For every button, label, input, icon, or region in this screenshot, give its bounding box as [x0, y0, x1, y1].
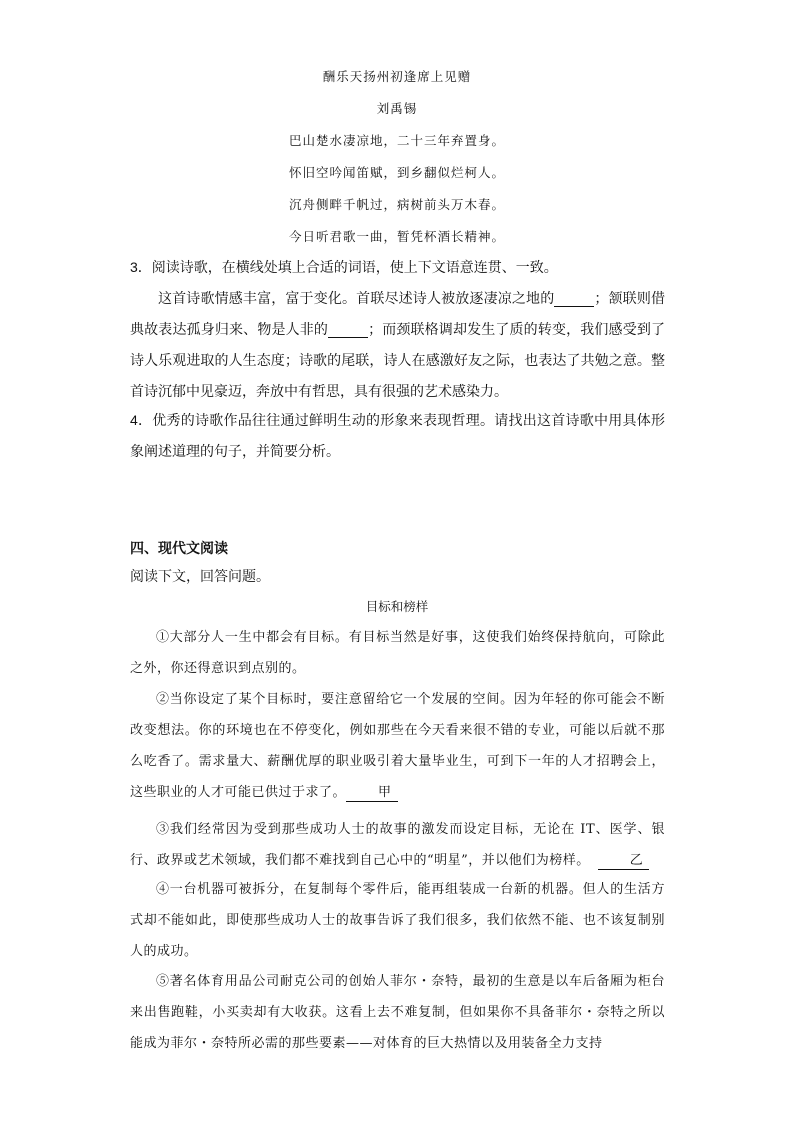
article-paragraph-3 — [130, 814, 665, 876]
passage-segment: ；而颈联格调却发生了质的转变，我们感受到了诗人乐观进取的人生态度；诗歌的尾联，诗人在感激好友之际，也表达了共勉之意。整首诗沉郁中见豪迈，奔放中有哲思，具有很强的艺术感染力。 — [130, 321, 666, 399]
poem-line: 怀旧空吟闻笛赋，到乡翻似烂柯人。 — [288, 165, 505, 180]
passage-segment: ；颔联则借典故表达孤身归来、物是人非的 — [130, 290, 665, 337]
article-paragraph-1: ①大部分人一生中都会有目标。有目标当然是好事，这使我们始终保持航向，可除此之外，你还得意识到点别的。 — [130, 630, 665, 676]
article-paragraph-5: ⑤著名体育用品公司耐克公司的创始人菲尔・奈特，最初的生意是以车后备厢为柜台来出售跑鞋，小买卖却有大收获。这看上去不难复制，但如果你不具备菲尔・奈特之所以能成为菲尔・奈特所必需的那些要素——对体育的巨大热情以及用装备全力支持 — [130, 974, 665, 1051]
poem-line: 巴山楚水凄凉地，二十三年弃置身。 — [288, 133, 505, 148]
section-instruction: 阅读下文，回答问题。 — [130, 568, 270, 584]
poem-line: 今日听君歌一曲，暂凭杯酒长精神。 — [288, 229, 505, 244]
poem-title: 酬乐天扬州初逢席上见赠 — [322, 69, 472, 84]
paragraph-text: ②当你设定了某个目标时，要注意留给它一个发展的空间。因为年轻的你可能会不断改变想法。你的环境也在不停变化，例如那些在今天看来很不错的专业，可能以后就不那么吃香了。需求量大、薪酬优厚的职业吸引着大量毕业生，可到下一年的人才招聘会上，这些职业的人才可能已供过于求了。 — [130, 692, 665, 800]
article-paragraph-4: ④一台机器可被拆分，在复制每个零件后，能再组装成一台新的机器。但人的生活方式却不能如此，即使那些成功人士的故事告诉了我们很多，我们依然不能、也不该复制别人的成功。 — [130, 882, 665, 959]
marker-jia: 甲 — [346, 784, 398, 802]
question-3-passage — [130, 283, 665, 407]
question-4-prompt: 4．优秀的诗歌作品往往通过鲜明生动的形象来表现哲理。请找出这首诗歌中用具体形象阐述道理的句子，并简要分析。 — [130, 412, 665, 459]
fill-blank-2 — [328, 321, 368, 338]
fill-blank-1 — [554, 290, 594, 307]
passage-segment: 这首诗歌情感丰富，富于变化。首联尽述诗人被放逐凄凉之地的 — [158, 290, 555, 306]
question-3-prompt: 3．阅读诗歌，在横线处填上合适的词语，使上下文语意连贯、一致。 — [130, 259, 558, 275]
marker-yi: 乙 — [598, 852, 650, 870]
poem-author: 刘禹锡 — [376, 101, 418, 116]
poem-line: 沉舟侧畔千帆过，病树前头万木春。 — [288, 197, 505, 212]
article-paragraph-2 — [130, 684, 665, 808]
article-title: 目标和榜样 — [365, 599, 429, 614]
section-heading: 四、现代文阅读 — [130, 541, 228, 557]
paragraph-text: ③我们经常因为受到那些成功人士的故事的激发而设定目标，无论在 IT、医学、银行、政界或艺术领域，我们都不难找到自己心中的“明星”，并以他们为榜样。 — [130, 822, 665, 868]
